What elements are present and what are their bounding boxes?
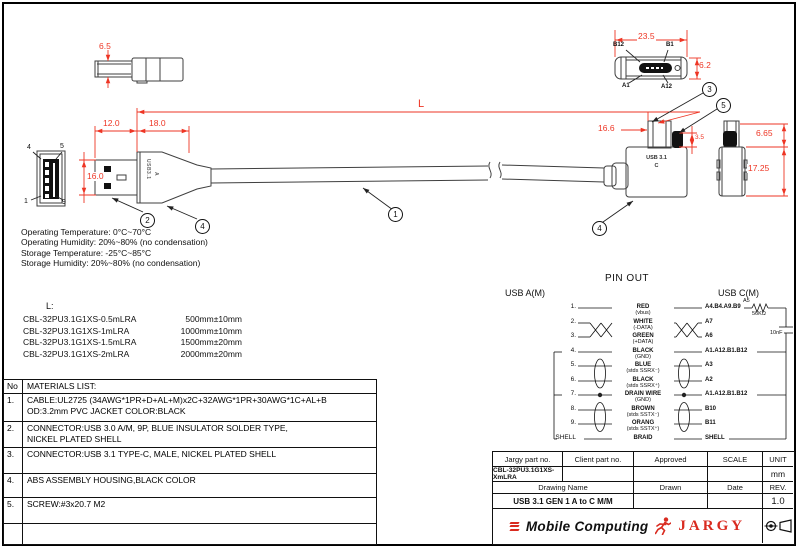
callout-5-number: 5 xyxy=(721,101,726,110)
length-row-value: 500mm±10mm xyxy=(185,314,242,324)
pinout-pin: SHELL xyxy=(555,434,576,441)
callout-4-right xyxy=(592,221,607,236)
logo-brand-text: Mobile Computing xyxy=(525,518,649,534)
pinout-right-pin: B11 xyxy=(705,420,716,426)
pinout-right-pin: A1.A12.B1.B12 xyxy=(705,348,748,354)
materials-row-line: NICKEL PLATED SHELL xyxy=(27,434,122,445)
client-part-value xyxy=(563,467,634,482)
materials-row-text xyxy=(23,448,376,473)
env-line-storage-temp: Storage Temperature: -25°C~85°C xyxy=(21,247,152,258)
materials-row-no: 3. xyxy=(4,448,23,473)
logo-company-text: JARGY xyxy=(678,517,746,534)
materials-row-line: ABS ASSEMBLY HOUSING,BLACK COLOR xyxy=(27,475,196,485)
callout-4-left-number: 4 xyxy=(200,222,205,231)
usba-housing-text-1: USB3.1 xyxy=(145,159,151,180)
pinout-pin: 7. xyxy=(570,390,576,397)
pinout-wire-sub: (GND) xyxy=(635,354,651,360)
dim-a-height: 16.0 xyxy=(87,171,104,181)
materials-row-line: CONNECTOR:USB 3.1 TYPE-C, MALE, NICKEL PLATED SHELL xyxy=(27,449,277,459)
materials-filler-row xyxy=(4,524,376,544)
pinout-wire-color: BRAID xyxy=(633,435,653,441)
materials-row-text xyxy=(23,422,376,447)
drawing-name-label: Drawing Name xyxy=(493,482,634,494)
materials-row-line: OD:3.2mm PVC JACKET COLOR:BLACK xyxy=(27,406,186,417)
materials-table xyxy=(3,379,377,545)
pinout-pin: 9. xyxy=(570,419,576,426)
pinout-left-header: USB A(M) xyxy=(505,288,546,298)
pinout-pin: 5. xyxy=(570,361,576,368)
cable-assembly xyxy=(95,118,687,203)
pinout-right-pin: A3 xyxy=(705,362,713,368)
materials-row-line: CONNECTOR:USB 3.0 A/M, 9P, BLUE INSULATOR SOLDER TYPE, xyxy=(27,423,288,433)
front-pin-1-label: 1 xyxy=(24,198,28,205)
third-angle-projection-icon xyxy=(764,517,792,535)
pinout-wire-sub: (+DATA) xyxy=(632,339,654,345)
pinout-right-pin: SHELL xyxy=(705,435,725,441)
length-row-part: CBL-32PU3.1G1XS-0.5mLRA xyxy=(23,314,137,324)
materials-row-no: 2. xyxy=(4,422,23,447)
dim-shell-height: 6.5 xyxy=(99,41,111,51)
pinout-pin: 1. xyxy=(570,303,576,310)
front-pin-9-label: 9 xyxy=(62,199,66,206)
dim-cable-length: L xyxy=(418,98,425,110)
table-row xyxy=(4,474,376,498)
materials-row-line: CABLE:UL2725 (34AWG*1PR+D+AL+M)x2C+32AWG*1PR+30AWG*1C+AL+B xyxy=(27,395,327,405)
materials-row-no: 1. xyxy=(4,394,23,421)
materials-row-text xyxy=(23,498,376,523)
callout-4-right-number: 4 xyxy=(597,224,602,233)
pinout-wire-sub: (GND) xyxy=(635,397,651,403)
pinout-pin: 8. xyxy=(570,405,576,412)
part-number: CBL-32PU3.1G1XS-XmLRA xyxy=(493,467,563,482)
env-line-operating-temp: Operating Temperature: 0°C~70°C xyxy=(21,227,152,237)
pinout-wire-color: WHITE xyxy=(633,319,653,325)
client-part-label: Client part no. xyxy=(563,452,634,467)
rev-value: 1.0 xyxy=(763,494,793,509)
front-pin-4-label: 4 xyxy=(27,144,31,151)
dim-screw-height: 3.5 xyxy=(695,134,705,141)
materials-row-text xyxy=(23,474,376,497)
pinout-right-header: USB C(M) xyxy=(718,288,759,298)
callout-5 xyxy=(716,98,731,113)
materials-row-text xyxy=(23,394,376,421)
scale-label: SCALE xyxy=(708,452,763,467)
materials-row-line: SCREW:#3x20.7 M2 xyxy=(27,499,106,509)
scale-value xyxy=(708,467,763,482)
environment-notes xyxy=(21,227,208,268)
length-row-value: 2000mm±20mm xyxy=(180,349,242,359)
table-row xyxy=(4,448,376,474)
pinout-title: PIN OUT xyxy=(604,273,650,284)
pinout-wire-color: DRAIN WIRE xyxy=(624,391,662,397)
front-pin-5-label: 5 xyxy=(60,143,64,150)
length-row-value: 1000mm±10mm xyxy=(180,326,242,336)
date-label: Date xyxy=(708,482,763,494)
table-row xyxy=(4,422,376,448)
usbc-side-view xyxy=(717,121,747,196)
dim-a-body-length: 18.0 xyxy=(149,118,166,128)
pinout-pin: 2. xyxy=(570,318,576,325)
pinout-wire-color: ORANG xyxy=(631,420,655,426)
pinout-wire-sub: (stds SSRX⁻) xyxy=(626,368,660,374)
env-line-operating-humidity: Operating Humidity: 20%~80% (no condensation) xyxy=(21,237,208,248)
title-block xyxy=(492,451,795,545)
usbc-housing-text-2: C xyxy=(654,163,659,169)
dim-c-height: 17.25 xyxy=(748,163,770,173)
materials-row-no: 4. xyxy=(4,474,23,497)
materials-no-header: No xyxy=(4,380,23,393)
usbc-housing-text-1: USB 3.1 xyxy=(646,155,667,161)
topview-a12-label: A12 xyxy=(661,84,673,90)
topview-b1-label: B1 xyxy=(666,42,674,48)
length-row-part: CBL-32PU3.1G1XS-1mLRA xyxy=(23,326,130,336)
pinout-wire-sub: (stds SSRX⁺) xyxy=(626,383,660,389)
dim-c-length: 16.6 xyxy=(598,123,615,133)
pinout-pin: 6. xyxy=(570,376,576,383)
callout-2-number: 2 xyxy=(145,216,150,225)
unit-label: UNIT xyxy=(763,452,793,467)
usba-housing-text-2: A xyxy=(153,172,159,177)
materials-header-row xyxy=(4,380,376,394)
materials-title: MATERIALS LIST: xyxy=(27,381,97,391)
drawing-name-value: USB 3.1 GEN 1 A to C M/M xyxy=(493,494,634,509)
unit-value: mm xyxy=(763,467,793,482)
pinout-right-pin: A1.A12.B1.B12 xyxy=(705,391,748,397)
usbc-top-view xyxy=(615,50,687,83)
dim-c-top-width: 23.5 xyxy=(638,31,655,41)
length-row-part: CBL-32PU3.1G1XS-1.5mLRA xyxy=(23,337,137,347)
dimension-lines xyxy=(79,30,788,203)
callout-3 xyxy=(702,82,717,97)
topview-a1-label: A1 xyxy=(622,83,630,89)
pinout-wire-color: BLACK xyxy=(632,377,654,383)
pinout-right-pin: A6 xyxy=(705,333,713,339)
pinout-pin: 3. xyxy=(570,332,576,339)
pinout-wire-color: GREEN xyxy=(632,333,654,339)
materials-filler-text xyxy=(23,524,376,544)
pinout-right-pin: A7 xyxy=(705,319,713,325)
pinout-wire-color: RED xyxy=(636,304,650,310)
env-line-storage-humidity: Storage Humidity: 20%~80% (no condensation) xyxy=(21,257,201,268)
table-row xyxy=(4,498,376,524)
running-man-icon xyxy=(655,517,671,535)
length-table-header: L: xyxy=(46,301,54,311)
date-value xyxy=(708,494,763,509)
length-row-part: CBL-32PU3.1G1XS-2mLRA xyxy=(23,349,130,359)
pinout-wire-sub: (vbus) xyxy=(635,310,651,316)
pinout-resistor-label: A5 xyxy=(743,298,750,304)
callout-2 xyxy=(140,213,155,228)
pinout-right-pin: B10 xyxy=(705,406,717,412)
logo-speed-stripes xyxy=(510,522,519,531)
pinout-resistor-value: 56KΩ xyxy=(752,311,766,317)
materials-row-no: 5. xyxy=(4,498,23,523)
company-logo xyxy=(493,509,763,543)
drawn-value xyxy=(634,494,708,509)
drawn-label: Drawn xyxy=(634,482,708,494)
dim-c-top-seg: 6.65 xyxy=(756,128,773,138)
projection-symbol-cell xyxy=(763,509,793,543)
jargy-part-label: Jargy part no. xyxy=(493,452,563,467)
pinout-wire-sub: (stds SSTX⁻) xyxy=(626,412,660,418)
approved-label: Approved xyxy=(634,452,708,467)
table-row xyxy=(4,394,376,422)
pinout-wire-sub: (stds SSTX⁺) xyxy=(626,426,660,432)
pinout-right-pin: A2 xyxy=(705,377,713,383)
callout-3-number: 3 xyxy=(707,85,712,94)
usba-front-view xyxy=(31,151,65,206)
materials-filler-no xyxy=(4,524,23,544)
pinout-pin: 4. xyxy=(570,347,576,354)
pinout-wire-color: BROWN xyxy=(631,406,655,412)
length-row-value: 1500mm±20mm xyxy=(180,337,242,347)
approved-value xyxy=(634,467,708,482)
pinout-wire-sub: (-DATA) xyxy=(633,325,653,331)
pinout-wire-color: BLACK xyxy=(632,348,654,354)
topview-b12-label: B12 xyxy=(613,42,625,48)
pinout-right-pin: A4.B4.A9.B9 xyxy=(705,304,741,310)
dim-c-top-height: 6.2 xyxy=(699,60,711,70)
dim-a-shell-length: 12.0 xyxy=(103,118,120,128)
pinout-capacitor-value: 10nF xyxy=(770,330,783,336)
rev-label: REV. xyxy=(763,482,793,494)
callout-1 xyxy=(388,207,403,222)
callout-1-number: 1 xyxy=(393,210,398,219)
pinout-wire-color: BLUE xyxy=(634,362,652,368)
